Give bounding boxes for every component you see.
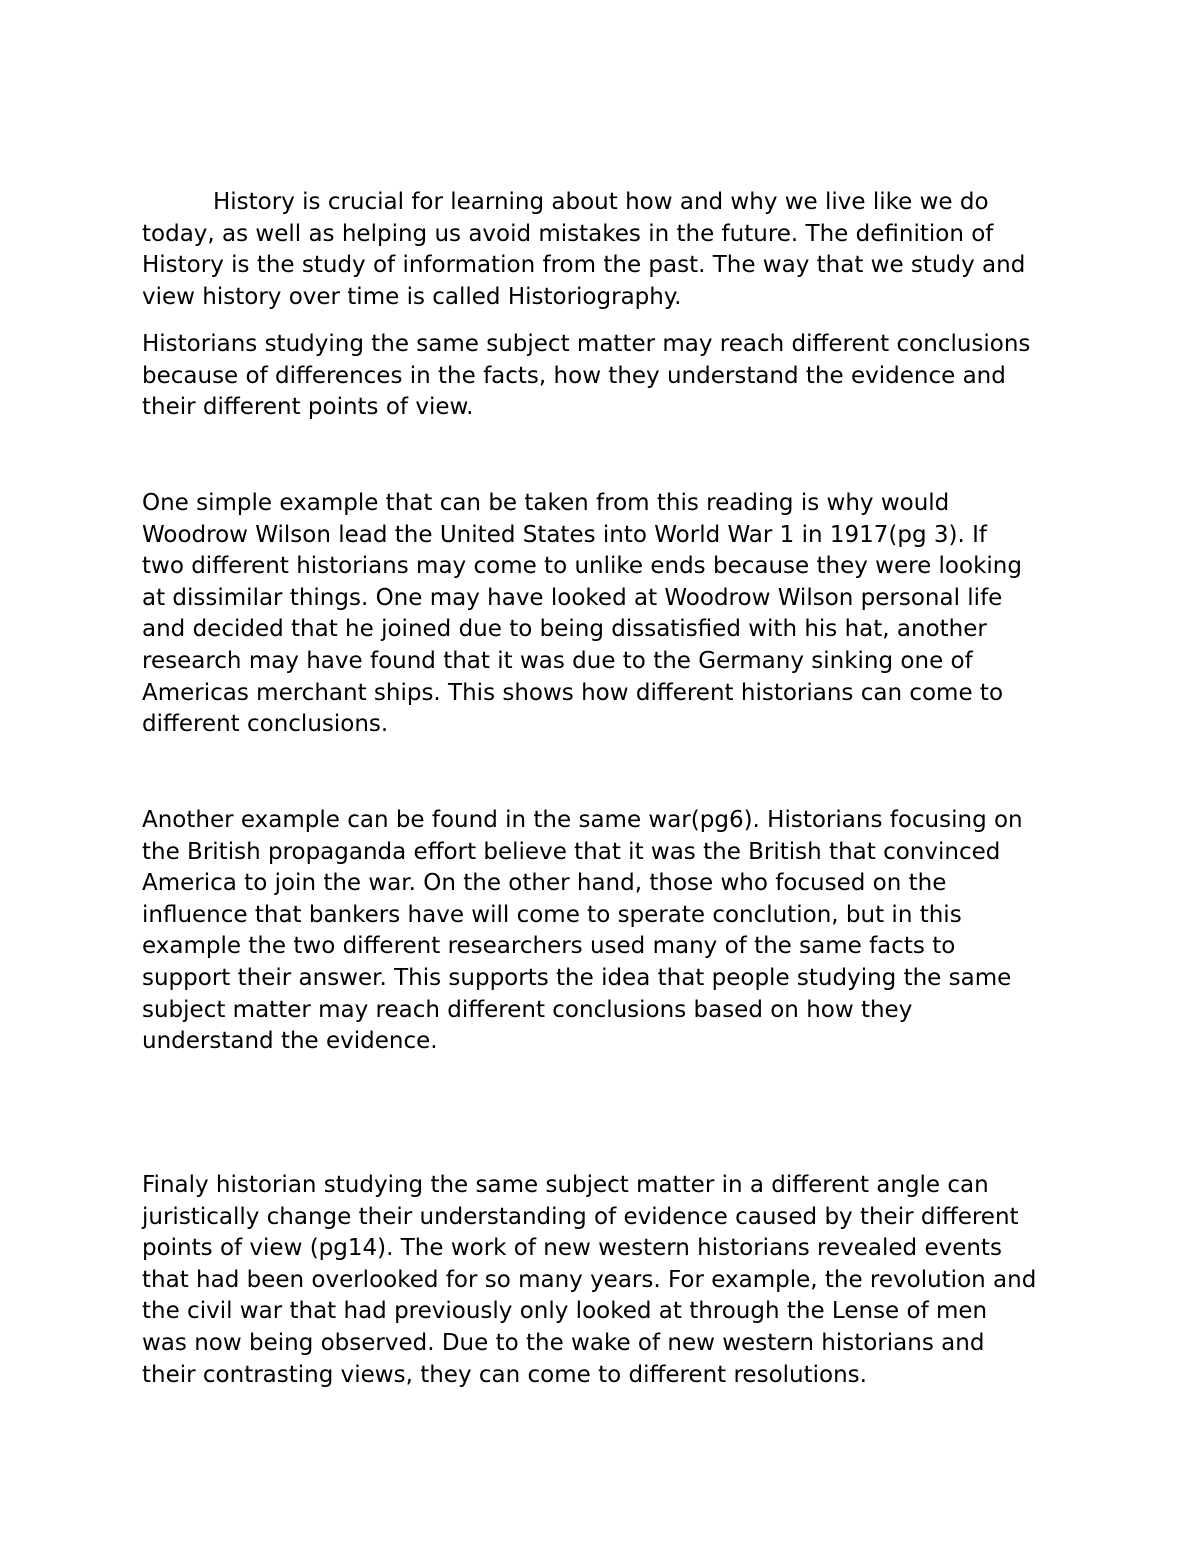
text-line: research may have found that it was due to the Germany sinking one of — [142, 647, 973, 674]
paragraph-example-two — [142, 805, 1082, 1058]
text-line: America to join the war. On the other hand, those who focused on the — [142, 870, 947, 897]
text-line: example the two different researchers used many of the same facts to — [142, 933, 956, 960]
paragraph-thesis — [142, 329, 1082, 424]
text-line: because of differences in the facts, how they understand the evidence and — [142, 362, 1006, 389]
text-line: the British propaganda effort believe that it was the British that convinced — [142, 838, 1001, 865]
text-line: subject matter may reach different conclusions based on how they — [142, 996, 913, 1023]
text-line: that had been overlooked for so many years. For example, the revolution and — [142, 1266, 1037, 1293]
paragraph-intro — [142, 187, 1082, 313]
text-line: juristically change their understanding of evidence caused by their different — [142, 1203, 1019, 1230]
text-line: Historians studying the same subject matter may reach different conclusions — [142, 331, 1031, 357]
text-line: view history over time is called Historiography. — [142, 283, 682, 310]
text-line: understand the evidence. — [142, 1028, 438, 1055]
text-line: was now being observed. Due to the wake of new western historians and — [142, 1329, 985, 1356]
text-line: Finaly historian studying the same subject matter in a different angle can — [142, 1172, 989, 1198]
text-line — [142, 187, 1082, 219]
text-line: the civil war that had previously only looked at through the Lense of men — [142, 1298, 988, 1325]
text-line: Another example can be found in the same war(pg6). Historians focusing on — [142, 807, 1023, 833]
text-line: One simple example that can be taken from this reading is why would — [142, 490, 950, 516]
text-line: influence that bankers have will come to sperate conclution, but in this — [142, 901, 962, 928]
text-line: different conclusions. — [142, 711, 389, 738]
text-line: their different points of view. — [142, 394, 474, 421]
text-line: History is the study of information from the past. The way that we study and — [142, 252, 1026, 279]
text-line: support their answer. This supports the idea that people studying the same — [142, 964, 1012, 991]
text-line: Americas merchant ships. This shows how different historians can come to — [142, 679, 1004, 706]
paragraph-example-one — [142, 488, 1082, 741]
text-line: two different historians may come to unlike ends because they were looking — [142, 553, 1022, 580]
text-line-content: History is crucial for learning about how and why we live like we do — [213, 189, 989, 215]
paragraph-conclusion — [142, 1170, 1082, 1391]
text-line: today, as well as helping us avoid mistakes in the future. The definition of — [142, 220, 994, 247]
text-line: at dissimilar things. One may have looked at Woodrow Wilson personal life — [142, 584, 1003, 611]
text-line: and decided that he joined due to being dissatisfied with his hat, another — [142, 616, 987, 643]
text-line: their contrasting views, they can come to different resolutions. — [142, 1361, 867, 1388]
text-line: points of view (pg14). The work of new western historians revealed events — [142, 1235, 1002, 1262]
text-line: Woodrow Wilson lead the United States into World War 1 in 1917(pg 3). If — [142, 521, 987, 548]
